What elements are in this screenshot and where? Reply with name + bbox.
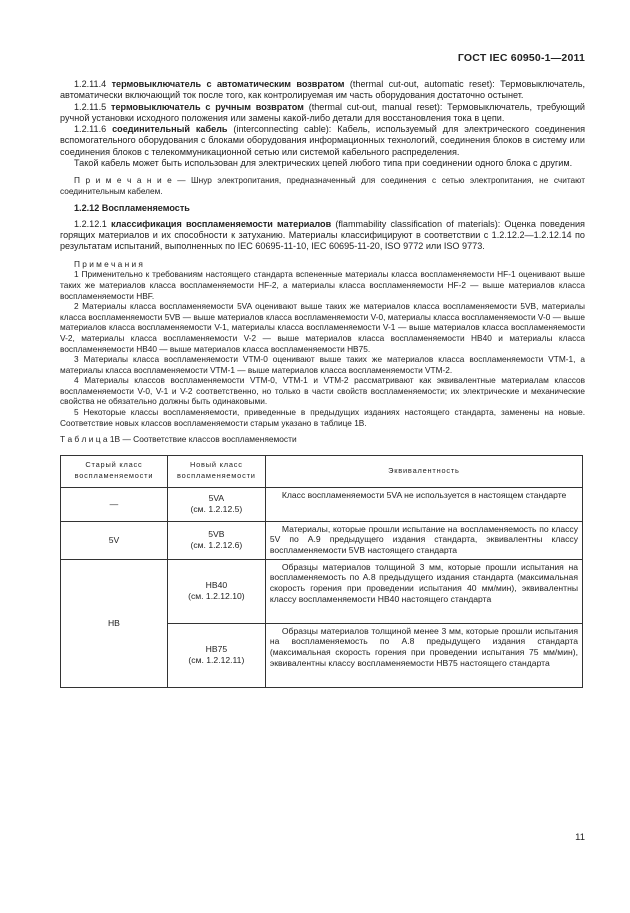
notes-label: П р и м е ч а н и я (74, 258, 143, 269)
clause-term: классификация воспламеняемости материалов (110, 218, 332, 229)
header-new-class: Новый класс воспламеняемости (167, 455, 265, 487)
equivalence-cell: Материалы, которые прошли испытание на воспламеняемость по классу 5V по А.9 предыдущего издания стандарта, эквивалентны классу воспламеняемости 5VB настоящего стандарта (265, 521, 582, 559)
new-class-cell (167, 559, 265, 623)
header-equivalence: Эквивалентность (265, 455, 582, 487)
flammability-table (60, 455, 583, 688)
new-class-cell (167, 487, 265, 521)
note-item-1: 1 Применительно к требованиям настоящего стандарта вспененные материалы класса воспламеняемости HF-1 оценивают выше таких же материалов класса воспламеняемости HF-2, а материалы класса воспламеняемости HF-2 — выше материалов класса воспламеняемости HBF. (60, 269, 585, 301)
table-caption-label: Т а б л и ц а (60, 434, 108, 445)
paragraph-cable-note: Такой кабель может быть использован для электрических цепей любого типа при соединении одного блока с другим. (74, 158, 573, 169)
equivalence-cell: Класс воспламеняемости 5VA не используется в настоящем стандарте (265, 487, 582, 521)
table-row (61, 559, 583, 623)
equivalence-cell: Образцы материалов толщиной менее 3 мм, которые прошли испытания на воспламеняемость по А.8 предыдущего издания стандарта (максимальная скорость горения при проведении испытания 75 мм/мин), эквивалентны классу воспламеняемости HB75 настоящего стандарта (265, 623, 582, 687)
new-class-ref: (см. 1.2.12.11) (188, 655, 245, 666)
note-item-4: 4 Материалы классов воспламеняемости VTM-0, VTM-1 и VTM-2 рассматривают как эквивалентные материалам классов воспламеняемости V-0, V-1 и V-2 соответственно, но только в части свойств воспламеняемости; их электрические и механические свойства не обязательно должны быть одинаковыми. (60, 375, 585, 407)
clause-term: термовыключатель с ручным возвратом (111, 101, 304, 112)
old-class-cell: 5V (61, 521, 168, 559)
clause-number: 1.2.11.4 (74, 79, 112, 89)
table-row (61, 487, 583, 521)
table-header-row (61, 455, 583, 487)
new-class-cell (167, 623, 265, 687)
table-row (61, 521, 583, 559)
old-class-cell: HB (61, 559, 168, 687)
clause-text: (flammability classification of materials): Оценка поведения горящих материалов и их способности к затуханию. Материалы классифицируют в соответствии с 1.2.12.2—1.2.12.14 по результатам испытаний, выполненных по IEC 60695-11-10, IEC 60695-11-20, ISO 9772 или ISO 9773. (60, 218, 585, 252)
page-number: 11 (575, 832, 585, 843)
equivalence-cell: Образцы материалов толщиной 3 мм, которые прошли испытания на воспламеняемость по А.8 предыдущего издания стандарта (максимальная скорость горения при проведении испытания 40 мм/мин), эквивалентны классу воспламеняемости HB40 настоящего стандарта (265, 559, 582, 623)
note-power-cord (60, 175, 585, 196)
table-caption-text: 1В — Соответствие классов воспламеняемости (107, 434, 297, 445)
clause-1-2-11-5 (60, 102, 585, 125)
clause-term: соединительный кабель (112, 124, 228, 135)
clause-text: (thermal cut-out, automatic reset): Термовыключатель, автоматически включающий ток после того, как контролируемая им часть оборудования достаточно остынет. (60, 79, 586, 101)
old-class-cell: — (61, 487, 168, 521)
note-text: — Шнур электропитания, предназначенный для соединения с сетью электропитания, не считают соединительным кабелем. (60, 175, 586, 196)
note-item-5: 5 Некоторые классы воспламеняемости, приведенные в предыдущих изданиях настоящего стандарта, заменены на новые. Соответствие новых классов воспламеняемости старым указано в таблице 1В. (60, 407, 585, 428)
clause-1-2-11-6 (60, 124, 585, 158)
note-item-3: 3 Материалы класса воспламеняемости VTM-0 оценивают выше таких же материалов класса воспламеняемости VTM-1, а материалы класса воспламеняемости VTM-1 — выше материалов класса воспламеняемости VTM-2. (60, 354, 585, 375)
new-class-ref: (см. 1.2.12.10) (188, 591, 245, 602)
new-class-cell (167, 521, 265, 559)
clause-text: (thermal cut-out, manual reset): Термовыключатель, требующий ручной установки исходного положения или замены какой-либо детали для восстановления тока в цепи. (60, 101, 585, 123)
clause-1-2-11-4 (60, 79, 585, 102)
header-old-class: Старый класс воспламеняемости (61, 455, 168, 487)
clause-number: 1.2.11.5 (74, 101, 111, 112)
note-label: П р и м е ч а н и е (74, 175, 172, 186)
table-caption (60, 434, 585, 445)
clause-1-2-12-1 (60, 219, 585, 253)
document-body (60, 79, 585, 688)
clause-number: 1.2.12.1 (74, 218, 111, 229)
new-class-ref: (см. 1.2.12.6) (190, 540, 243, 551)
new-class-code: 5VB (208, 529, 225, 540)
new-class-ref: (см. 1.2.12.5) (190, 504, 243, 515)
note-item-2: 2 Материалы класса воспламеняемости 5VA оценивают выше таких же материалов класса воспламеняемости 5VB, материалы класса воспламеняемости 5VB — выше материалов класса воспламеняемости V-0, материалы класса воспламеняемости V-0 — выше материалов класса воспламеняемости V-1, материалы класса воспламеняемости V-1 — выше материалов класса воспламеняемости V-2, материалы класса воспламеняемости V-2 — выше материалов класса воспламеняемости HB40 и материалы класса воспламеняемости HB40 — выше материалов класса воспламеняемости HB75. (60, 301, 585, 354)
section-title: 1.2.12 Воспламеняемость (74, 202, 190, 213)
new-class-code: 5VA (208, 493, 225, 504)
clause-number: 1.2.11.6 (74, 124, 113, 135)
document-header: ГОСТ IEC 60950-1—2011 (457, 52, 585, 64)
new-class-code: HB40 (205, 580, 228, 591)
clause-text: (interconnecting cable): Кабель, используемый для электрического соединения вспомогательного оборудования с блоками оборудования информационных технологий, соединения блоков в систему или соединения блоков с телекоммуникационной сетью или системой кабельного распределения. (60, 124, 585, 157)
clause-term: термовыключатель с автоматическим возвратом (111, 79, 345, 89)
new-class-code: HB75 (205, 644, 228, 655)
